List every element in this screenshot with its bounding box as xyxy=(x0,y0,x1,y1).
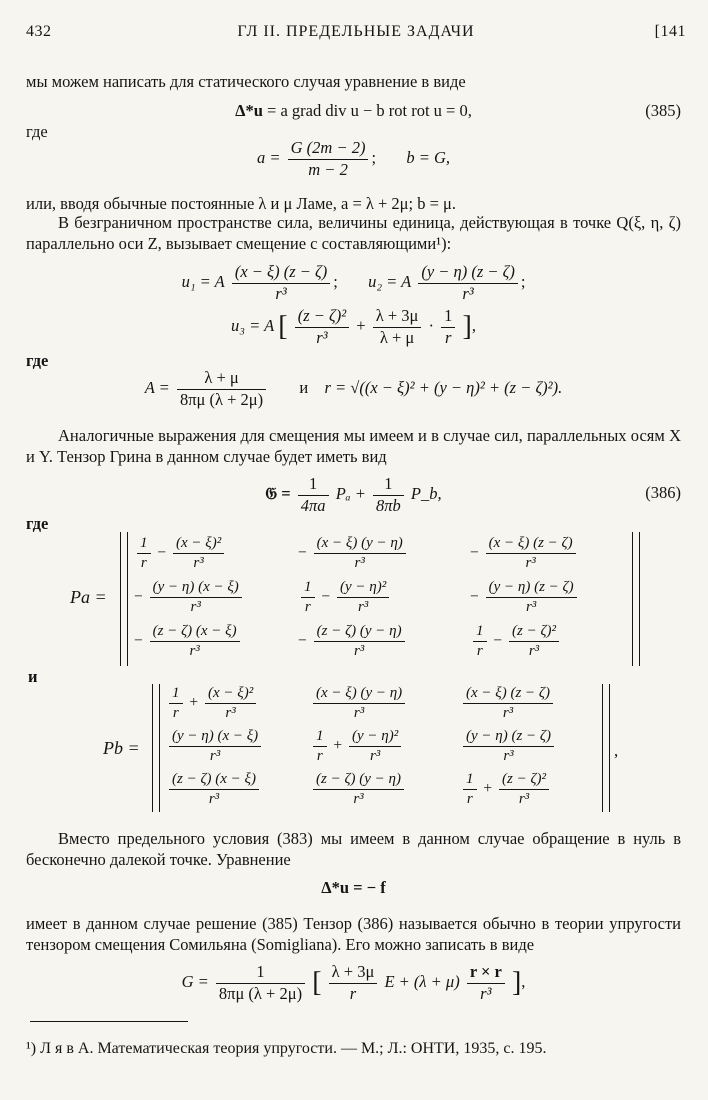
eq386-Pa: Pₐ + xyxy=(335,483,366,503)
paragraph-3: В безграничном пространстве сила, величины единица, действующая в точке Q(ξ, η, ζ) параллельно оси Z, вызывает смещение с составляющими¹): xyxy=(26,213,681,254)
book-page: 432 ГЛ II. ПРЕДЕЛЬНЫЕ ЗАДАЧИ [141 мы можем написать для статического случая уравнение в виде Δ*u = a grad div u − b rot rot u = 0, (385) где a = $\frac{G (2m - 2)}{m - 2}$ ; b = G, или, вводя обычные постоянные λ и μ Ламе, a = λ + 2μ; b = μ. В безграничном пространстве сила, величины единица, действующая в точке Q(ξ, η, ζ) параллельно оси Z, вызывает смещение с составляющими¹): u₁ = A $\frac{(x - \xi) (z - \zeta)}{\text{r³}}$ ; u₂ = A $\frac{(y - \eta) (z - \zeta)}{\text{r³}}$ ; u₃ = A [ $\frac{\text{(z − ζ)²}}{\text{r³}}$ + $\frac{\lambda + 3\mu}{\lambda + \mu}$ · $\frac{1}{r}$ ], где A = $\frac{\lambda + \mu}{8\pi\mu (\lambda + 2\mu)}$ и r = √((x − ξ)² + (y − η)² + (z − ζ)²). Аналогичные выражения для смещения мы имеем и в случае сил, параллельных осям X и Y. Тензор Грина в данном случае будет иметь вид 𝔊 = $\frac{1}{4\pi a}$ Pₐ + $\frac{1}{8\pi b}$ P_b, (386) где Pa = $\frac{1}{r}$ − $\frac{\text{(x − ξ)²}}{\text{r³}}$ − $\frac{(x - \xi) (y - \eta)}{\text{r³}}$ − $\frac{(x - \xi) (z - \zeta)}{\text{r³}}$ − $\frac{(y - \eta) (x - \xi)}{\text{r³}}$ $\frac{1}{r}$ − $\frac{\text{(y − η)²}}{\text{r³}}$ − $\frac{(y - \eta) (z - \zeta)}{\text{r³}}$ − $\frac{(z - \zeta) (x - \xi)}{\text{r³}}$ − $\frac{(z - \zeta) (y - \eta)}{\text{r³}}$ $\frac{1}{r}$ − $\frac{\text{(z − ζ)²}}{\text{r³}}$ и Pb = $\frac{1}{r}$ + $\frac{\text{(x − ξ)²}}{\text{r³}}$ $\frac{(x - \xi) (y - \eta)}{\text{r³}}$ $\frac{(x - \xi) (z - \zeta)}{\text{r³}}$ $\frac{(y - \eta) (x - \xi)}{\text{r³}}$ $\frac{1}{r}$ + $\frac{\text{(y − η)²}}{\text{r³}}$ $\frac{(y - \eta) (z - \zeta)}{\text{r³}}$ $\frac{(z - \zeta) (x - \xi)}{\text{r³}}$ $\frac{(z - \zeta) (y - \eta)}{\text{r³}}$ $\frac{1}{r}$ + $\frac{\text{(z − ζ)²}}{\text{r³}}$ , Вместо предельного условия (383) мы имеем в данном случае обращение в нуль в бесконечно далекой точке. Уравнение Δ*u = − f имеет в данном случае решение (385) Тензор (386) называется обычно в теории упругости тензором смещения Сомильяна (Somigliana). Его можно записать в виде G = $\frac{1}{8\pi\mu (\lambda + 2\mu)}$ [ $\frac{\lambda + 3\mu}{r}$ E + (λ + μ) $\frac{r \times r}{\text{r³}}$ ], ¹) Л я в А. Математическая теория упругости. — М.; Л.: ОНТИ, 1935, с. 195. xyxy=(0,0,708,1100)
Pb-cell-2-3 xyxy=(460,727,557,766)
a-label: a = xyxy=(256,147,281,167)
Pb-cell-2-2: $\frac{1}{r}$ + $\frac{\text{(y − η)²}}{\text{r³}}$ xyxy=(310,727,404,766)
Pb-frac: $\frac{(y - \eta) (x - \xi)}{\text{r³}}$ xyxy=(169,727,261,766)
G-den-2: r xyxy=(349,983,357,1003)
u2-denominator: r³ xyxy=(462,283,474,303)
Pb-cell-3-3: $\frac{1}{r}$ + $\frac{\text{(z − ζ)²}}{\text{r³}}$ xyxy=(460,770,552,809)
Pb-cell-1-1: $\frac{1}{r}$ + $\frac{\text{(x − ξ)²}}{\text{r³}}$ xyxy=(166,684,259,723)
Pb-frac: $\frac{(z - \zeta) (x - \xi)}{\text{r³}}$ xyxy=(169,770,259,809)
A-label: A = xyxy=(144,377,170,397)
Pb-frac: $\frac{(y - \eta) (z - \zeta)}{\text{r³}}$ xyxy=(463,727,554,766)
Pb-diag-frac: $\frac{1}{r}$ xyxy=(313,727,327,766)
Pb-frac: $\frac{\text{(y − η)²}}{\text{r³}}$ xyxy=(349,727,401,766)
u3-dot: · xyxy=(428,315,435,335)
eq385-rhs: = a grad div u − b rot rot u = 0, xyxy=(267,101,472,120)
Pb-frac: $\frac{(z - \zeta) (y - \eta)}{\text{r³}}$ xyxy=(313,770,404,809)
b-definition: b = G, xyxy=(406,147,450,167)
Pa-frac: $\frac{\text{(x − ξ)²}}{\text{r³}}$ xyxy=(173,534,224,573)
Pa-cell-3-2: − $\frac{(z - \zeta) (y - \eta)}{\text{r³}}$ xyxy=(298,622,408,661)
equation-385 xyxy=(26,100,681,121)
u1-u2-equation: u₁ = A $\frac{(x - \xi) (z - \zeta)}{\text{r³}}$ ; u₂ = A $\frac{(y - \eta) (z - \zeta)}{\text{r³}}$ ; xyxy=(181,262,526,303)
u3-numerator-2: λ + 3μ xyxy=(373,306,422,328)
equation-G: G = $\frac{1}{8\pi\mu (\lambda + 2\mu)}$ [ $\frac{\lambda + 3\mu}{r}$ E + (λ + μ) $\frac{r \times r}{\text{r³}}$ ], xyxy=(181,962,526,1003)
Pb-cell-2-1 xyxy=(166,727,264,766)
eq386-Pb: P_b, xyxy=(410,483,442,503)
eq385-number: (385) xyxy=(645,101,681,120)
footnote: ¹) Л я в А. Математическая теория упругости. — М.; Л.: ОНТИ, 1935, с. 195. xyxy=(26,1040,547,1057)
running-header xyxy=(26,22,686,46)
Pb-cell-3-2 xyxy=(310,770,407,809)
Pa-label: Pa = xyxy=(70,587,107,607)
Pa-cell-2-1: − $\frac{(y - \eta) (x - \xi)}{\text{r³}}$ xyxy=(134,578,245,617)
where-label-2: где xyxy=(26,351,49,370)
eq385-lhs: Δ*u xyxy=(235,101,263,120)
page-number: 432 xyxy=(26,23,52,40)
Pa-frac: $\frac{(z - \zeta) (y - \eta)}{\text{r³}}$ xyxy=(314,622,405,661)
Pb-matrix xyxy=(152,684,610,812)
Pa-matrix xyxy=(120,532,640,666)
Pa-frac: $\frac{(x - \xi) (z - \zeta)}{\text{r³}}$ xyxy=(486,534,576,573)
Pb-frac: $\frac{(x - \xi) (z - \zeta)}{\text{r³}}$ xyxy=(463,684,553,723)
Pb-cell-1-2 xyxy=(310,684,408,723)
Pa-frac: $\frac{\text{(z − ζ)²}}{\text{r³}}$ xyxy=(509,622,559,661)
Pb-frac: $\frac{\text{(x − ξ)²}}{\text{r³}}$ xyxy=(205,684,256,723)
u3-numerator-1: (z − ζ)² xyxy=(295,306,349,328)
u3-denominator-1: r³ xyxy=(316,327,328,347)
Pa-cell-1-2: − $\frac{(x - \xi) (y - \eta)}{\text{r³}}$ xyxy=(298,534,409,573)
r-definition: r = √((x − ξ)² + (y − η)² + (z − ζ)²). xyxy=(324,377,563,397)
Pa-cell-3-1: − $\frac{(z - \zeta) (x - \xi)}{\text{r³}}$ xyxy=(134,622,243,661)
Pb-frac: $\frac{(x - \xi) (y - \eta)}{\text{r³}}$ xyxy=(313,684,405,723)
Pa-frac: $\frac{(z - \zeta) (x - \xi)}{\text{r³}}$ xyxy=(150,622,240,661)
paragraph-4: Аналогичные выражения для смещения мы имеем и в случае сил, параллельных осям X и Y. Тензор Грина в данном случае будет иметь вид xyxy=(26,426,681,467)
Pa-frac: $\frac{(x - \xi) (y - \eta)}{\text{r³}}$ xyxy=(314,534,406,573)
G-num-2: λ + 3μ xyxy=(329,962,378,984)
Pa-cell-3-3: $\frac{1}{r}$ − $\frac{\text{(z − ζ)²}}{\text{r³}}$ xyxy=(470,622,562,661)
u3-numerator-3: 1 xyxy=(441,306,455,328)
G-label: G = xyxy=(181,971,209,991)
footnote-rule xyxy=(30,1021,188,1022)
eq386-number: (386) xyxy=(645,483,681,502)
u3-plus: + xyxy=(356,315,366,335)
Pa-diag-frac: $\frac{1}{r}$ xyxy=(137,534,151,573)
u3-equation: u₃ = A [ $\frac{\text{(z − ζ)²}}{\text{r³}}$ + $\frac{\lambda + 3\mu}{\lambda + \mu}$ · $\frac{1}{r}$ ], xyxy=(231,306,476,347)
G-middle: E + (λ + μ) xyxy=(384,971,460,991)
G-num-1: 1 xyxy=(216,962,305,984)
section-number: [141 xyxy=(654,23,686,40)
Pa-cell-1-3: − $\frac{(x - \xi) (z - \zeta)}{\text{r³}}$ xyxy=(470,534,579,573)
where-label-1: где xyxy=(26,122,48,141)
G-den-1: 8πμ (λ + 2μ) xyxy=(218,983,303,1003)
u3-denominator-2: λ + μ xyxy=(379,327,415,347)
Pb-diag-frac: $\frac{1}{r}$ xyxy=(169,684,183,723)
chapter-title: ГЛ II. ПРЕДЕЛЬНЫЕ ЗАДАЧИ xyxy=(237,23,475,40)
paragraph-5: Вместо предельного условия (383) мы имеем в данном случае обращение в нуль в бесконечно далекой точке. Уравнение xyxy=(26,829,681,870)
and-word-2: и xyxy=(28,667,38,686)
Pb-cell-3-1 xyxy=(166,770,262,809)
eq386-den-2: 8πb xyxy=(375,495,401,515)
Pa-diag-frac: $\frac{1}{r}$ xyxy=(301,578,315,617)
u2-label: u₂ = A xyxy=(368,271,412,291)
Pb-cell-1-3 xyxy=(460,684,556,723)
A-numerator: λ + μ xyxy=(177,368,266,390)
equation-f xyxy=(26,877,681,898)
greens-tensor-lhs: 𝔊 = xyxy=(265,483,291,503)
eq386-num-1: 1 xyxy=(298,474,329,496)
a-denominator: m − 2 xyxy=(308,159,348,179)
u2-numerator: (y − η) (z − ζ) xyxy=(418,262,517,284)
Pa-cell-1-1: $\frac{1}{r}$ − $\frac{\text{(x − ξ)²}}{\text{r³}}$ xyxy=(134,534,227,573)
A-definition xyxy=(26,368,681,410)
where-label-3: где xyxy=(26,514,49,533)
Pa-frac: $\frac{(y - \eta) (x - \xi)}{\text{r³}}$ xyxy=(150,578,242,617)
Pa-diag-frac: $\frac{1}{r}$ xyxy=(473,622,487,661)
eq386-num-2: 1 xyxy=(373,474,404,496)
Pb-frac: $\frac{\text{(z − ζ)²}}{\text{r³}}$ xyxy=(499,770,549,809)
paragraph-6: имеет в данном случае решение (385) Тензор (386) называется обычно в теории упругости тензором смещения Сомильяна (Somigliana). Его можно записать в виде xyxy=(26,914,681,955)
Pa-frac: $\frac{(y - \eta) (z - \zeta)}{\text{r³}}$ xyxy=(486,578,577,617)
paragraph-1: мы можем написать для статического случая уравнение в виде xyxy=(26,72,466,91)
u3-label: u₃ = A xyxy=(231,315,275,335)
G-den-3: r³ xyxy=(480,983,492,1003)
Pa-cell-2-3: − $\frac{(y - \eta) (z - \zeta)}{\text{r³}}$ xyxy=(470,578,580,617)
ab-definition: a = $\frac{G (2m - 2)}{m - 2}$ ; b = G, xyxy=(256,138,450,179)
Pb-label: Pb = xyxy=(103,738,140,758)
eq-f-content: Δ*u = − f xyxy=(321,878,386,897)
u1-label: u₁ = A xyxy=(181,271,225,291)
A-denominator: 8πμ (λ + 2μ) xyxy=(179,389,264,409)
eq386-den-1: 4πa xyxy=(300,495,326,515)
Pa-cell-2-2: $\frac{1}{r}$ − $\frac{\text{(y − η)²}}{\text{r³}}$ xyxy=(298,578,392,617)
equation-386 xyxy=(26,474,681,516)
and-word-1: и xyxy=(299,377,309,397)
u3-denominator-3: r xyxy=(445,327,452,347)
G-num-3: r × r xyxy=(467,962,505,984)
Pa-frac: $\frac{\text{(y − η)²}}{\text{r³}}$ xyxy=(337,578,389,617)
a-numerator: G (2m − 2) xyxy=(288,138,369,160)
u1-denominator: r³ xyxy=(275,283,287,303)
paragraph-2: или, вводя обычные постоянные λ и μ Ламе, a = λ + 2μ; b = μ. xyxy=(26,194,457,213)
Pb-diag-frac: $\frac{1}{r}$ xyxy=(463,770,477,809)
u1-numerator: (x − ξ) (z − ζ) xyxy=(232,262,330,284)
